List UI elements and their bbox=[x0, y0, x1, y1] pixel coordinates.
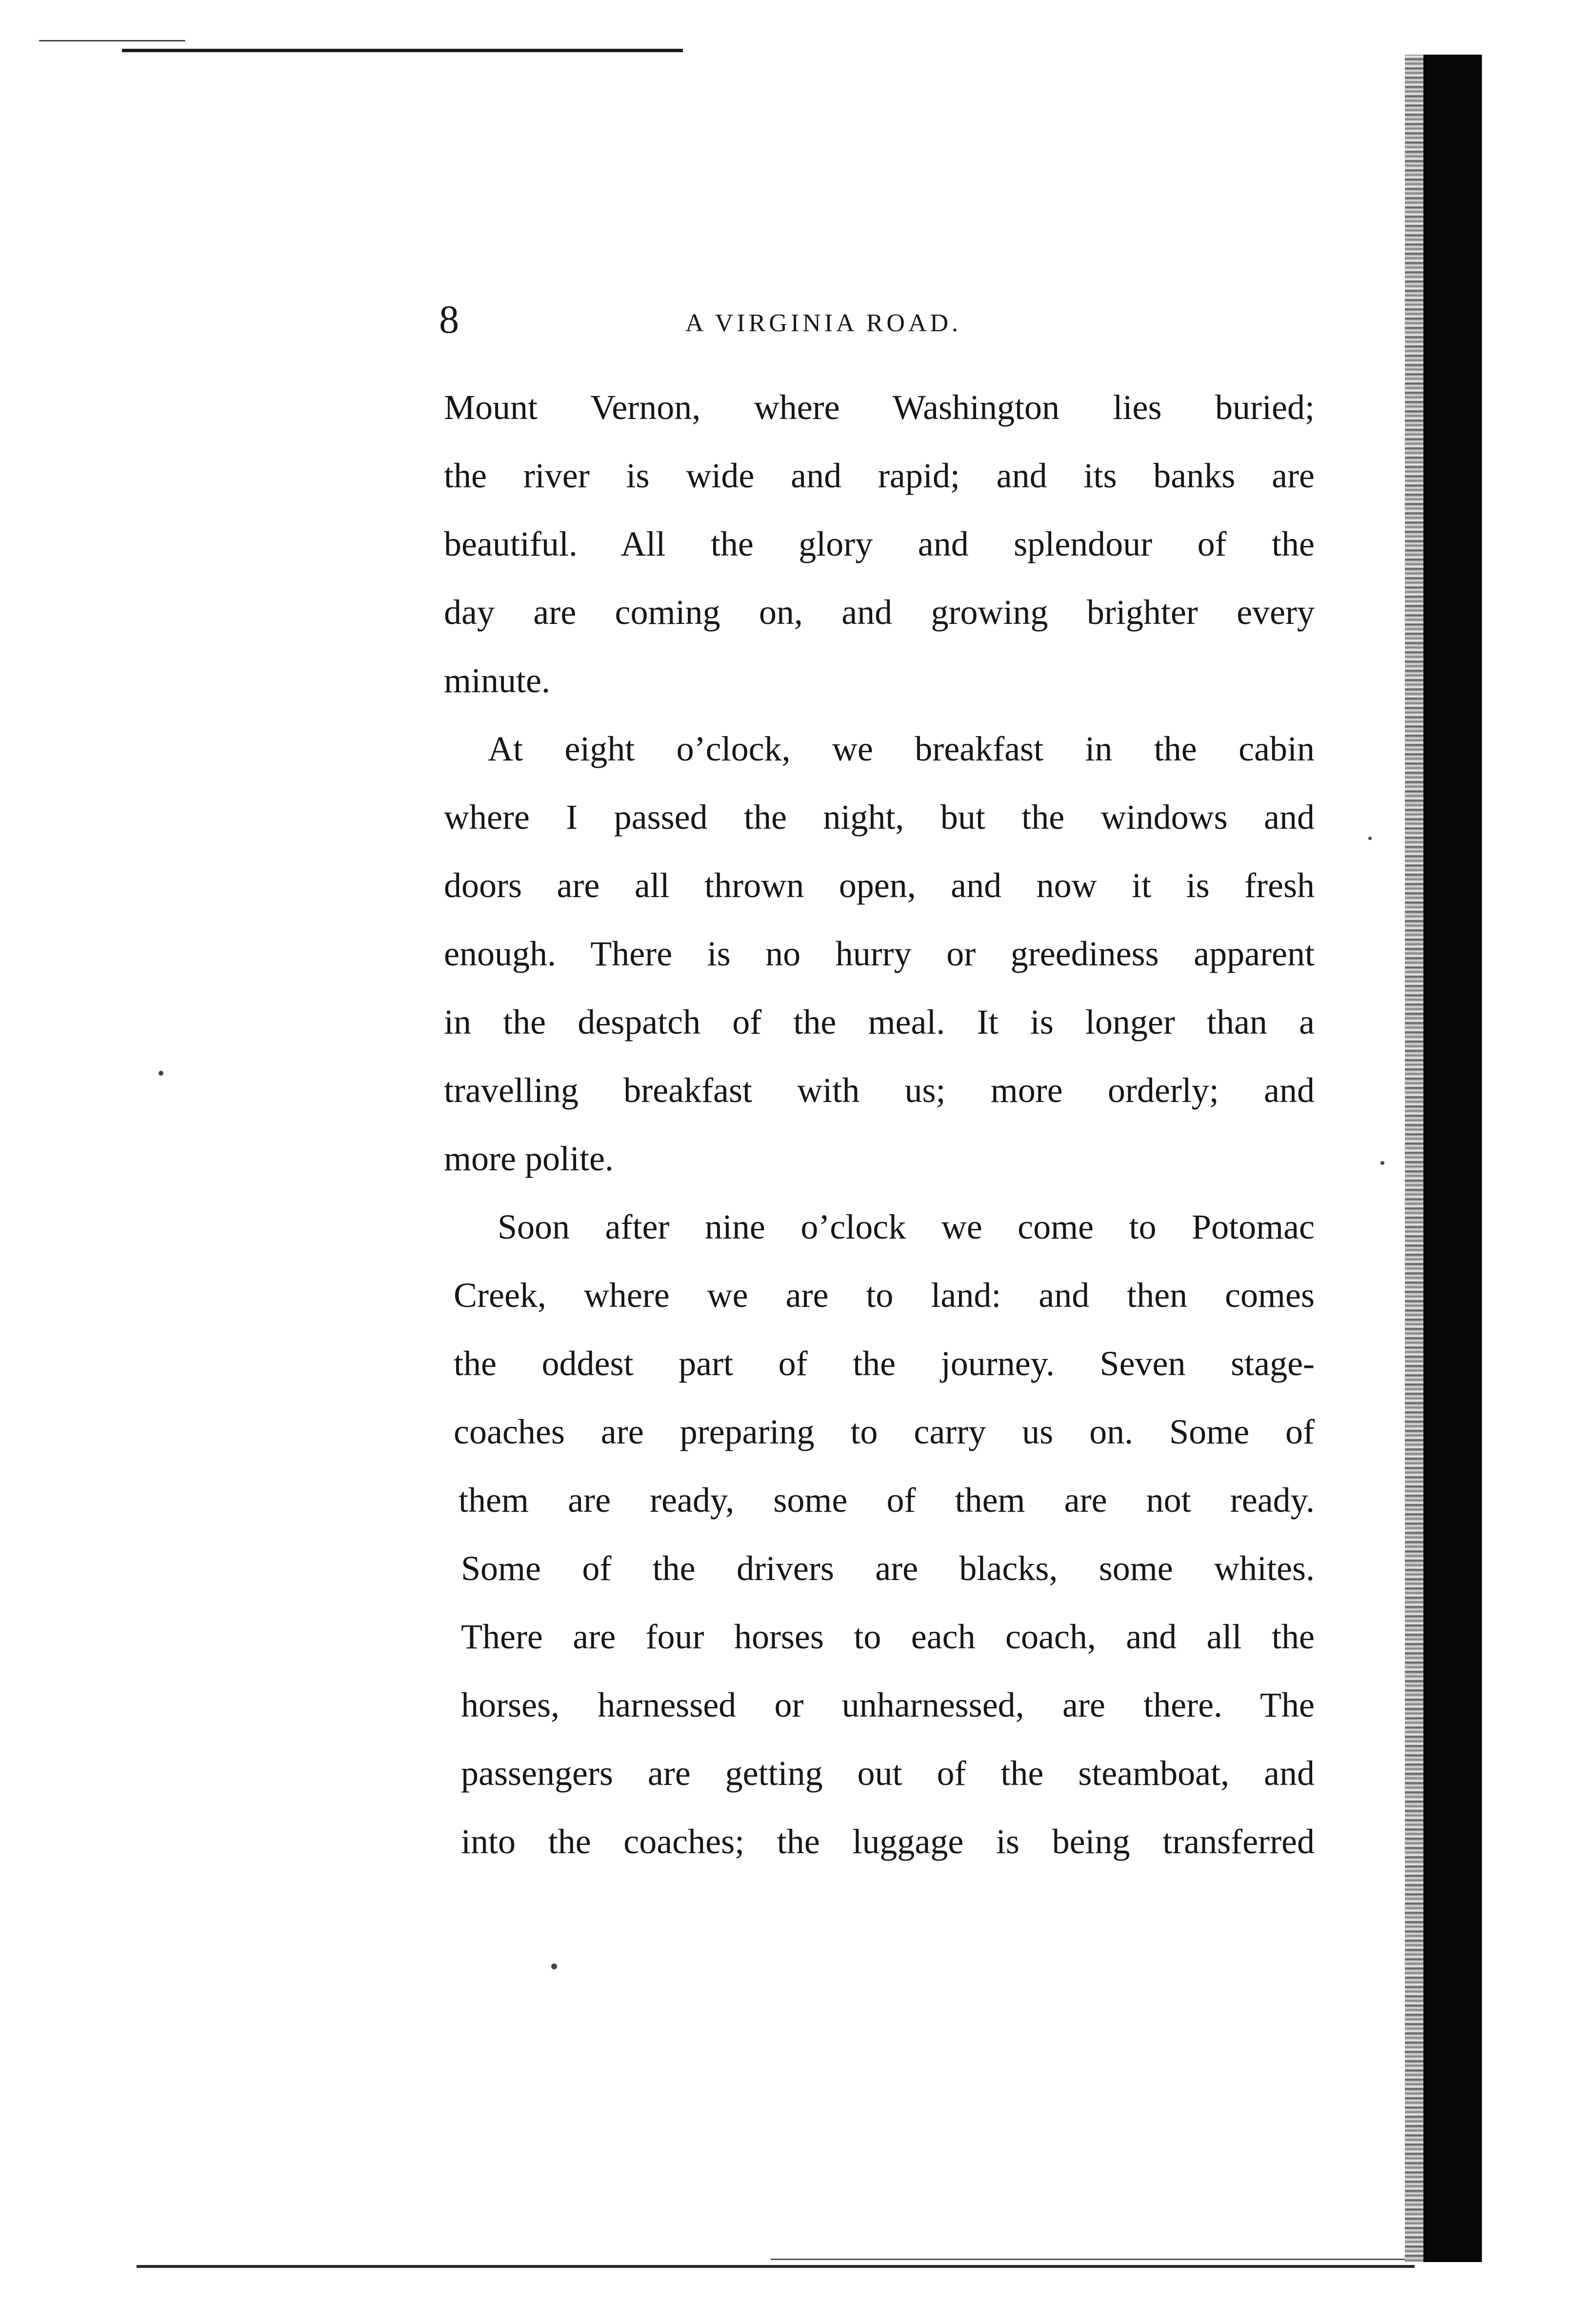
text-line: where I passed the night, but the windows and bbox=[444, 798, 1315, 837]
text-line: There are four horses to each coach, and all the bbox=[461, 1617, 1315, 1656]
running-head: A VIRGINIA ROAD. bbox=[685, 309, 962, 337]
scan-rule-top-thin bbox=[39, 40, 185, 41]
page-edge bbox=[1423, 55, 1482, 2262]
page-number: 8 bbox=[439, 297, 459, 341]
page-header bbox=[439, 293, 1317, 346]
scan-rule-top bbox=[122, 49, 683, 52]
scan-speck bbox=[1380, 1161, 1384, 1165]
text-line: Soon after nine o’clock we come to Potomac bbox=[498, 1207, 1315, 1246]
scan-rule-bottom bbox=[137, 2265, 1415, 2268]
text-line: more polite. bbox=[444, 1139, 614, 1178]
text-line: Mount Vernon, where Washington lies buried; bbox=[444, 388, 1315, 427]
text-line: minute. bbox=[444, 661, 550, 700]
text-line: beautiful. All the glory and splendour of the bbox=[444, 524, 1315, 563]
text-line: coaches are preparing to carry us on. Some of bbox=[454, 1412, 1315, 1451]
text-line: passengers are getting out of the steamboat, and bbox=[461, 1754, 1315, 1793]
text-line: travelling breakfast with us; more orderly; and bbox=[444, 1071, 1315, 1110]
text-line: in the despatch of the meal. It is longer than a bbox=[444, 1002, 1315, 1042]
text-line: enough. There is no hurry or greediness apparent bbox=[444, 934, 1315, 973]
scan-speck bbox=[1368, 837, 1372, 840]
scan-speck bbox=[159, 1071, 163, 1076]
scan-rule-bottom-thin bbox=[771, 2259, 1405, 2260]
text-line: horses, harnessed or unharnessed, are there. The bbox=[461, 1685, 1315, 1724]
text-line: Some of the drivers are blacks, some whites. bbox=[461, 1549, 1315, 1588]
text-line: day are coming on, and growing brighter every bbox=[444, 593, 1315, 632]
scan-speck bbox=[551, 1963, 557, 1969]
text-line: the oddest part of the journey. Seven stage- bbox=[454, 1344, 1315, 1383]
text-line: the river is wide and rapid; and its banks are bbox=[444, 456, 1315, 495]
text-line: Creek, where we are to land: and then comes bbox=[454, 1276, 1315, 1315]
text-line: them are ready, some of them are not ready. bbox=[459, 1481, 1315, 1520]
text-line: At eight o’clock, we breakfast in the cabin bbox=[488, 729, 1315, 768]
text-line: into the coaches; the luggage is being transferred bbox=[461, 1822, 1315, 1861]
text-line: doors are all thrown open, and now it is fresh bbox=[444, 866, 1315, 905]
